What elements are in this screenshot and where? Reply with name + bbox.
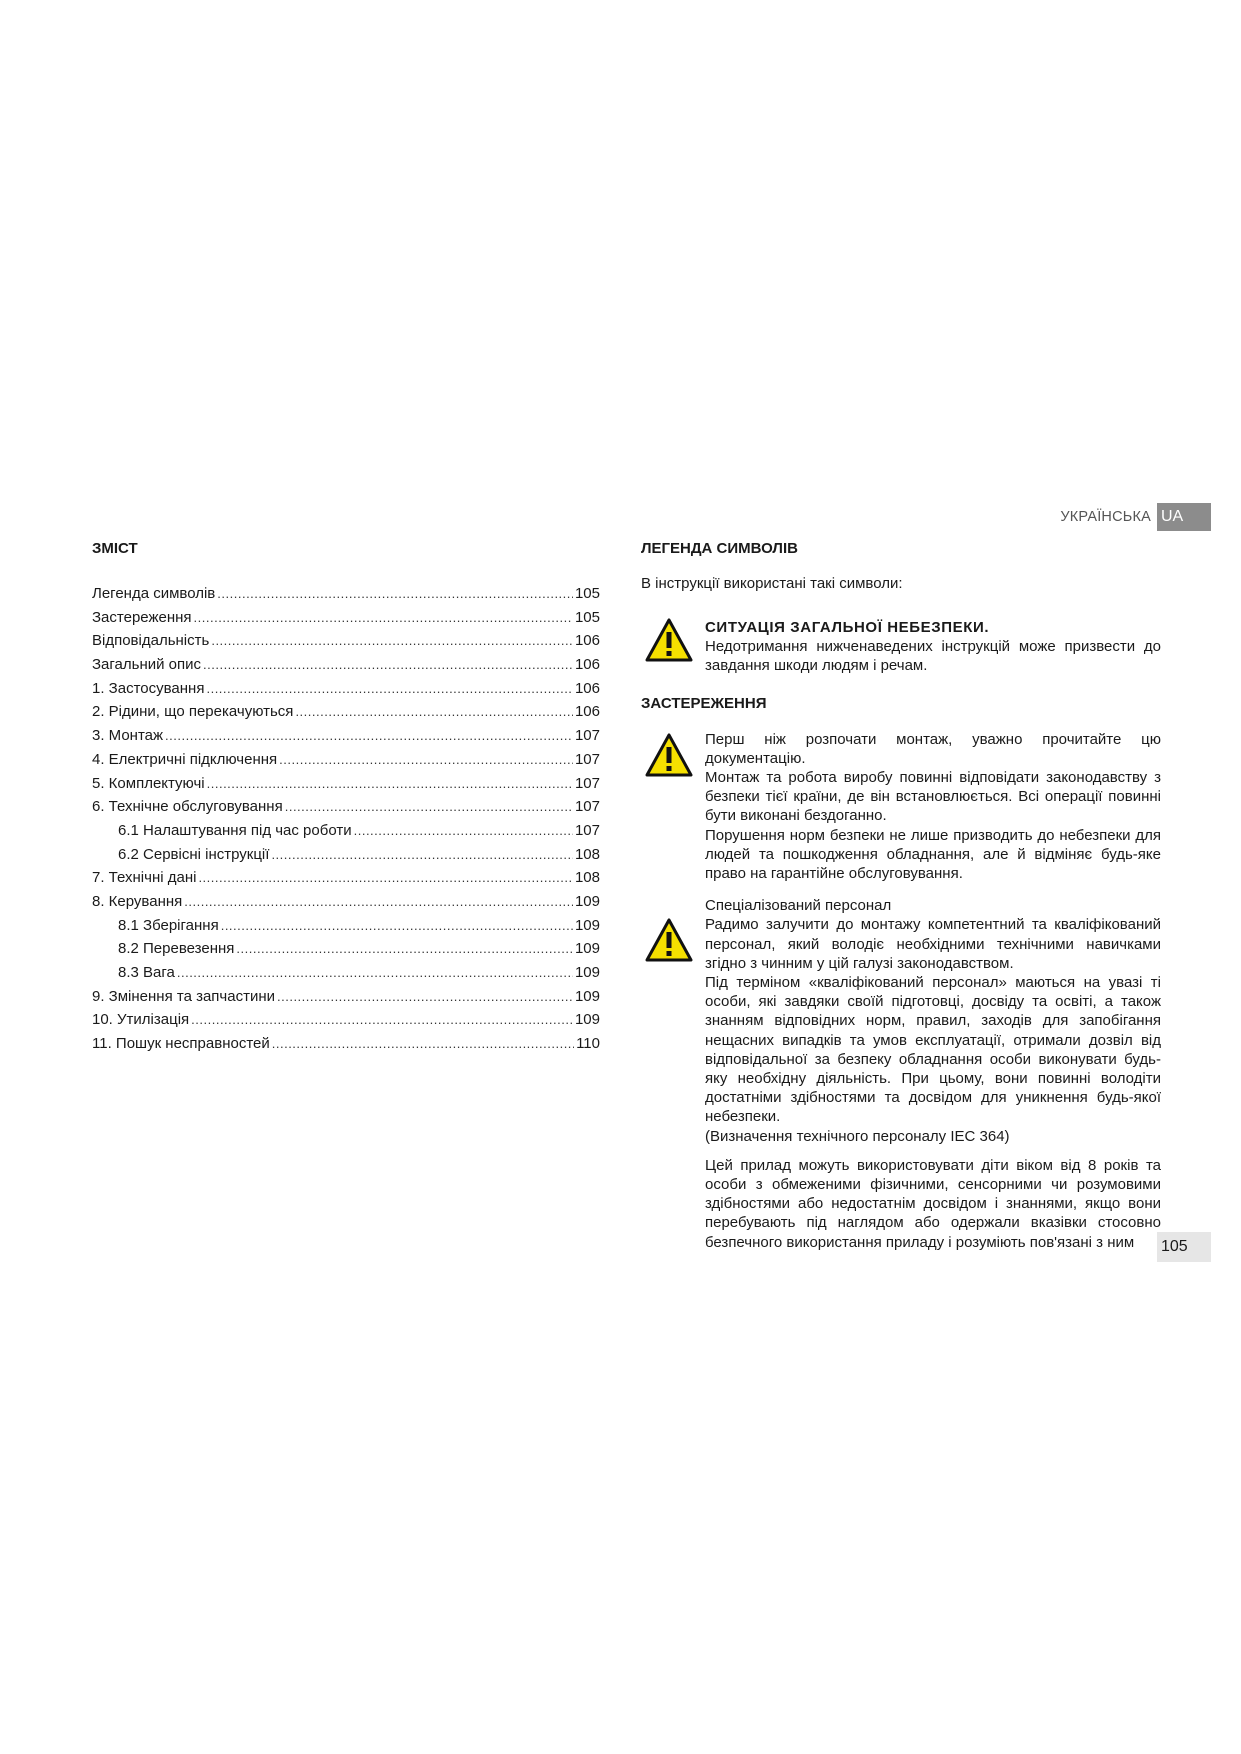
toc-label: 4. Електричні підключення [92,750,278,768]
toc-label: 3. Монтаж [92,727,164,745]
toc-row [92,585,600,609]
toc-page-number: 107 [574,727,600,745]
toc-page-number: 107 [574,798,600,816]
warning-paragraph: Радимо залучити до монтажу компетентний та кваліфікований персонал, який володіє необхідними технічними навичками згідно з чинним у цій галузі законодавством. [705,916,1161,972]
toc-label: 11. Пошук несправностей [92,1035,270,1053]
toc-row [92,751,600,775]
toc-page-number: 109 [574,892,600,910]
toc-row [92,656,600,680]
warnings-block-1 [641,730,1161,884]
toc-leader-dots [165,728,573,743]
toc-row [92,964,600,988]
toc-leader-dots [194,610,573,625]
toc-page-number: 108 [574,845,600,863]
main-column [641,540,1161,1252]
language-code-badge: UA [1157,503,1211,531]
toc-leader-dots [203,657,573,672]
toc-label: 8.1 Зберігання [118,916,219,934]
warnings-title: ЗАСТЕРЕЖЕННЯ [641,694,767,712]
toc-leader-dots [271,847,573,862]
toc-leader-dots [285,799,573,814]
toc-leader-dots [198,870,573,885]
toc-row [92,632,600,656]
toc-row [92,609,600,633]
toc-page-number: 106 [574,656,600,674]
toc-leader-dots [277,989,573,1004]
language-tag [1060,503,1211,531]
toc-label: Загальний опис [92,656,202,674]
toc-leader-dots [272,1036,574,1051]
toc-leader-dots [207,776,573,791]
toc-page-number: 106 [574,632,600,650]
warning-triangle-icon [645,618,699,676]
toc-label: 8. Керування [92,892,183,910]
toc-row [92,727,600,751]
warning-paragraph: Під терміном «кваліфікований персонал» маються на увазі ті особи, які завдяки своїй підготовці, досвіду та освіті, а також знанням відповідних норм, правил, заходів для запобігання нещасних випадків та умов експлуатації, отримали дозвіл від відповідальної за безпеку обладнання особи виконувати будь-яку необхідну діяльність. При цьому, вони повинні володіти достатніми здібностями та досвідом для уникнення будь-якої небезпеки. [705,974,1161,1126]
toc-row [92,703,600,727]
toc-row [92,775,600,799]
toc-page-number: 110 [576,1035,600,1053]
toc-page-number: 109 [574,940,600,958]
toc-title: ЗМІСТ [92,540,138,557]
toc-row [92,869,600,893]
language-name: УКРАЇНСЬКА [1060,509,1151,525]
toc-leader-dots [236,941,573,956]
warning-triangle-icon [645,730,699,884]
danger-description: Недотримання нижченаведених інструкцій може призвести до завдання шкоди людям і речам. [705,638,1161,675]
warning-triangle-icon [645,896,699,1252]
toc-page-number: 107 [574,750,600,768]
toc-leader-dots [217,586,573,601]
toc-row [92,798,600,822]
toc-label: 5. Комплектуючі [92,774,205,792]
toc-label: 6. Технічне обслуговування [92,798,283,816]
toc-leader-dots [279,752,573,767]
toc-label: 6.1 Налаштування під час роботи [118,821,352,839]
danger-legend [641,618,1161,676]
toc-page-number: 109 [574,916,600,934]
danger-title: СИТУАЦІЯ ЗАГАЛЬНОЇ НЕБЕЗПЕКИ. [705,619,990,636]
toc-leader-dots [211,633,573,648]
legend-intro: В інструкції використані такі символи: [641,575,903,592]
toc-label: 10. Утилізація [92,1011,190,1029]
toc-page-number: 105 [574,608,600,626]
toc-label: Застереження [92,608,192,626]
toc-page-number: 107 [574,774,600,792]
toc-row [92,1035,600,1059]
toc-page-number: 109 [574,1011,600,1029]
toc-page-number: 109 [574,964,600,981]
toc-label: 8.2 Перевезення [118,940,235,958]
toc-leader-dots [177,965,573,980]
toc-label: Відповідальність [92,632,210,650]
warnings-text-1 [699,730,1161,884]
toc-label: Легенда символів [92,585,216,602]
page-number: 105 [1157,1232,1211,1262]
toc-row [92,917,600,941]
toc-page-number: 106 [574,679,600,697]
toc-leader-dots [295,704,573,719]
toc-list [92,585,600,1059]
toc-label: 7. Технічні дані [92,869,197,887]
toc-leader-dots [221,918,573,933]
warning-paragraph: (Визначення технічного персоналу IEC 364) [705,1127,1010,1145]
toc-label: 9. Змінення та запчастини [92,987,275,1005]
toc-row [92,940,600,964]
toc-page-number: 108 [574,869,600,887]
toc-row [92,822,600,846]
danger-text-block [699,618,1161,676]
toc-page-number: 109 [574,987,600,1005]
toc-row [92,988,600,1012]
warnings-text-2 [699,896,1161,1252]
toc-row [92,1011,600,1035]
toc-leader-dots [354,823,573,838]
toc-row [92,893,600,917]
warning-paragraph: Порушення норм безпеки не лише призводить до небезпеки для людей та пошкодження обладнання, але й відміняє будь-яке право на гарантійне обслуговування. [705,826,1161,883]
toc-page-number: 107 [574,821,600,839]
toc-page-number: 105 [574,585,600,602]
toc-leader-dots [191,1012,573,1027]
toc-page-number: 106 [574,703,600,721]
table-of-contents [92,540,600,1059]
toc-label: 8.3 Вага [118,964,175,981]
warnings-block-2 [641,896,1161,1252]
warning-paragraph: Цей прилад можуть використовувати діти віком від 8 років та особи з обмеженими фізичними, сенсорними чи розумовими здібностями або недостатнім досвідом і знаннями, якщо вони перебувають під наглядом або одержали вказівки стосовно безпечного використання приладу і розуміють пов'язані з ним [705,1156,1161,1251]
toc-leader-dots [184,894,573,909]
legend-title: ЛЕГЕНДА СИМВОЛІВ [641,540,798,557]
toc-row [92,680,600,704]
qualified-personnel-heading: Спеціалізований персонал [705,897,892,915]
toc-leader-dots [206,681,573,696]
toc-label: 2. Рідини, що перекачуються [92,703,294,721]
toc-label: 1. Застосування [92,679,205,697]
toc-row [92,846,600,870]
warning-paragraph: Монтаж та робота виробу повинні відповідати законодавству з безпеки тієї країни, де він встановлюється. Всі операції повинні бути виконані бездоганно. [705,769,1161,825]
toc-label: 6.2 Сервісні інструкції [118,845,270,863]
warning-paragraph: Перш ніж розпочати монтаж, уважно прочитайте цю документацію. [705,730,1161,767]
